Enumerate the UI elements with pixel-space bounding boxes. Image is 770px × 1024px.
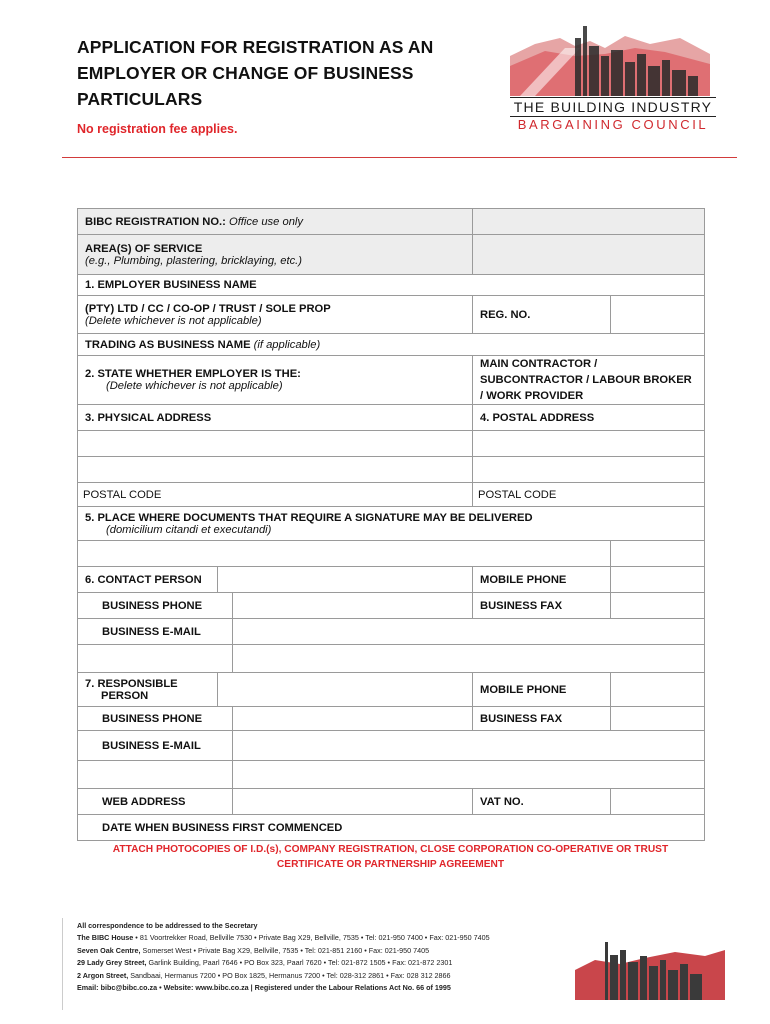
footer-line-5: Email: bibc@bibc.co.za • Website: www.bibc.co.za | Registered under the Labour Relations Act No. 66 of 1995 [77, 983, 451, 993]
reg-no-note: Office use only [229, 215, 303, 228]
business-email-1-label: BUSINESS E-MAIL [78, 619, 233, 645]
mobile-phone-2-field[interactable] [611, 673, 705, 707]
reg-no-label: BIBC REGISTRATION NO.: [85, 215, 226, 228]
row-business-email-1 [78, 619, 705, 645]
section-5-note: (domicilium citandi et executandi) [106, 523, 272, 536]
web-address-field[interactable] [233, 789, 473, 815]
vat-no-label: VAT NO. [473, 789, 611, 815]
row-responsible-person [78, 673, 705, 707]
fee-note: No registration fee applies. [77, 122, 238, 136]
footer-left-rule [62, 918, 63, 1010]
business-fax-2-label: BUSINESS FAX [473, 707, 611, 731]
reg-no-field[interactable] [473, 209, 705, 235]
title-line-3: PARTICULARS [77, 89, 203, 109]
business-phone-2-field[interactable] [233, 707, 473, 731]
entity-type-cell [78, 296, 473, 334]
business-email-2-field[interactable] [233, 731, 705, 761]
web-address-label: WEB ADDRESS [78, 789, 233, 815]
business-fax-1-label: BUSINESS FAX [473, 593, 611, 619]
entity-note: (Delete whichever is not applicable) [85, 314, 262, 327]
section-7-line-1: 7. RESPONSIBLE [85, 677, 178, 690]
row-addresses-heading [78, 405, 705, 431]
footer-line-3: 29 Lady Grey Street, Garlink Building, Paarl 7646 • PO Box 323, Paarl 7620 • Tel: 021-872 1505 • Fax: 021-872 2301 [77, 958, 453, 968]
mobile-phone-2-label: MOBILE PHONE [473, 673, 611, 707]
registration-form-table [77, 208, 705, 841]
attach-instructions [77, 842, 704, 872]
responsible-person-field[interactable] [218, 673, 473, 707]
vat-no-field[interactable] [611, 789, 705, 815]
section-2-cell [78, 356, 473, 405]
domicilium-extra-field[interactable] [611, 541, 705, 567]
row-spacer-1 [78, 645, 705, 673]
area-field[interactable] [473, 235, 705, 275]
row-web-vat [78, 789, 705, 815]
title-line-1: APPLICATION FOR REGISTRATION AS AN [77, 37, 434, 57]
footer-line-4: 2 Argon Street, Sandbaai, Hermanus 7200 • PO Box 1825, Hermanus 7200 • Tel: 028-312 2861 • Fax: 028 312 2866 [77, 970, 451, 980]
postal-code-2-label[interactable]: POSTAL CODE [473, 483, 705, 507]
section-2-options[interactable]: MAIN CONTRACTOR / SUBCONTRACTOR / LABOUR BROKER / WORK PROVIDER [473, 356, 705, 405]
spacer-field[interactable] [233, 645, 705, 673]
spacer-cell [78, 645, 233, 673]
section-4-heading: 4. POSTAL ADDRESS [473, 405, 705, 431]
business-fax-1-field[interactable] [611, 593, 705, 619]
row-section-5 [78, 507, 705, 541]
area-note: (e.g., Plumbing, plastering, bricklaying, etc.) [85, 254, 303, 267]
contact-person-field[interactable] [218, 567, 473, 593]
section-3-heading: 3. PHYSICAL ADDRESS [78, 405, 473, 431]
business-phone-1-label: BUSINESS PHONE [78, 593, 233, 619]
postal-code-1-label[interactable]: POSTAL CODE [78, 483, 473, 507]
section-5-cell [78, 507, 705, 541]
row-postal-codes [78, 483, 705, 507]
mobile-phone-1-label: MOBILE PHONE [473, 567, 611, 593]
area-label-cell [78, 235, 473, 275]
logo-line-2: BARGAINING COUNCIL [517, 117, 709, 132]
domicilium-address-field[interactable] [78, 541, 611, 567]
business-phone-1-field[interactable] [233, 593, 473, 619]
row-spacer-2 [78, 761, 705, 789]
mobile-phone-1-field[interactable] [611, 567, 705, 593]
business-phone-2-label: BUSINESS PHONE [78, 707, 233, 731]
reg-no-short-label: REG. NO. [473, 296, 611, 334]
row-date-commenced [78, 815, 705, 841]
section-2-heading: 2. STATE WHETHER EMPLOYER IS THE: [85, 368, 301, 380]
header-divider [62, 157, 737, 158]
company-reg-no-field[interactable] [611, 296, 705, 334]
attach-line-2: CERTIFICATE OR PARTNERSHIP AGREEMENT [276, 859, 505, 870]
section-1-heading: 1. EMPLOYER BUSINESS NAME [78, 275, 705, 296]
row-bibc-reg-no [78, 209, 705, 235]
postal-address-line-1[interactable] [473, 431, 705, 457]
postal-address-line-2[interactable] [473, 457, 705, 483]
logo-line-1: THE BUILDING INDUSTRY [513, 99, 713, 115]
row-domicilium-field [78, 541, 705, 567]
row-areas-of-service [78, 235, 705, 275]
entity-types: (PTY) LTD / CC / CO-OP / TRUST / SOLE PROP [85, 302, 331, 315]
row-entity-type [78, 296, 705, 334]
row-business-email-2 [78, 731, 705, 761]
spacer-field-2[interactable] [233, 761, 705, 789]
business-email-1-field[interactable] [233, 619, 705, 645]
physical-address-line-2[interactable] [78, 457, 473, 483]
row-business-phone-2 [78, 707, 705, 731]
footer-line-2: Seven Oak Centre, Somerset West • Private Bag X29, Bellville, 7535 • Tel: 021-851 2160 • Fax: 021-950 7405 [77, 945, 430, 955]
section-6-heading: 6. CONTACT PERSON [78, 567, 218, 593]
row-address-line-1 [78, 431, 705, 457]
business-fax-2-field[interactable] [611, 707, 705, 731]
row-address-line-2 [78, 457, 705, 483]
date-commenced-label[interactable]: DATE WHEN BUSINESS FIRST COMMENCED [78, 815, 705, 841]
spacer-cell-2 [78, 761, 233, 789]
footer-contact-block [77, 920, 567, 994]
footer-intro: All correspondence to be addressed to the Secretary [77, 921, 258, 930]
section-2-note: (Delete whichever is not applicable) [106, 380, 283, 392]
row-business-phone-1 [78, 593, 705, 619]
footer-line-1: The BIBC House • 81 Voortrekker Road, Bellville 7530 • Private Bag X29, Bellville, 7535 • Tel: 021-950 7400 • Fax: 021-950 7405 [77, 933, 490, 943]
section-7-cell [78, 673, 218, 707]
row-section-1 [78, 275, 705, 296]
section-7-line-2: PERSON [101, 689, 149, 702]
page-title [77, 34, 497, 112]
row-trading-name [78, 334, 705, 356]
trading-label: TRADING AS BUSINESS NAME [85, 338, 251, 351]
footer-skyline-logo [575, 930, 725, 1000]
row-section-2 [78, 356, 705, 405]
title-line-2: EMPLOYER OR CHANGE OF BUSINESS [77, 63, 414, 83]
physical-address-line-1[interactable] [78, 431, 473, 457]
trading-note: (if applicable) [253, 338, 321, 351]
row-contact-person [78, 567, 705, 593]
trading-name-cell[interactable] [78, 334, 705, 356]
reg-no-label-cell [78, 209, 473, 235]
business-email-2-label: BUSINESS E-MAIL [78, 731, 233, 761]
area-label: AREA(S) OF SERVICE [85, 242, 203, 255]
section-5-heading: 5. PLACE WHERE DOCUMENTS THAT REQUIRE A SIGNATURE MAY BE DELIVERED [85, 511, 533, 524]
attach-line-1: ATTACH PHOTOCOPIES OF I.D.(s), COMPANY REGISTRATION, CLOSE CORPORATION CO-OPERATIVE OR TRUST [112, 844, 669, 855]
